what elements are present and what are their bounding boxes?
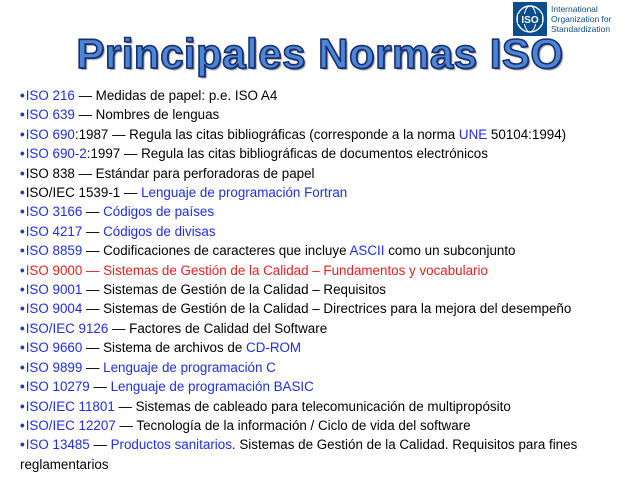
standard-link[interactable]: ISO/IEC 12207 (25, 417, 116, 433)
logo-line-3: Standardization (551, 24, 611, 34)
list-item (20, 164, 632, 183)
standard-link[interactable]: ISO 9001 (25, 282, 83, 298)
list-item (20, 261, 632, 280)
bullet-icon: • (20, 107, 25, 123)
standard-description: — Sistemas de Gestión de la Calidad – Directrices para la mejora del desempeño (82, 301, 572, 317)
inline-link[interactable]: ASCII (349, 243, 385, 259)
bullet-icon: • (20, 243, 25, 259)
list-item (20, 241, 632, 260)
bullet-icon: • (20, 223, 25, 239)
standard-description: — Nombres de lenguas (74, 107, 220, 123)
list-item (20, 144, 632, 163)
standard-link[interactable]: ISO 639 (25, 107, 75, 123)
standard-description: :1997 — Regula las citas bibliográficas de documentos electrónicos (86, 146, 488, 162)
topic-link[interactable]: Lenguaje de programación BASIC (110, 379, 314, 395)
standard-link[interactable]: ISO 10279 (25, 379, 90, 395)
standard-description-tail: 50104:1994) (487, 126, 567, 142)
bullet-icon: • (20, 359, 25, 375)
topic-link[interactable]: Códigos de países (103, 204, 215, 220)
standard-link[interactable]: ISO 8859 (25, 243, 83, 259)
standard-link[interactable]: ISO 690-2 (25, 146, 87, 162)
list-item (20, 183, 632, 202)
standard-link[interactable]: ISO 13485 (25, 437, 90, 453)
standard-description: — Factores de Calidad del Software (108, 320, 328, 336)
standard-description: — Sistemas de Gestión de la Calidad – Requisitos (82, 282, 386, 298)
bullet-icon: • (20, 88, 25, 103)
list-item (20, 222, 632, 241)
logo-line-2: Organization for (551, 14, 612, 24)
bullet-icon: • (20, 185, 25, 201)
standard-description: — Sistemas de cableado para telecomunicación de multipropósito (114, 398, 511, 414)
list-item (20, 358, 632, 377)
standard-description: — (82, 359, 104, 375)
bullet-icon: • (20, 126, 25, 142)
bullet-icon: • (20, 165, 25, 181)
standard-link[interactable]: ISO/IEC 11801 (25, 398, 115, 414)
iso-logo-acronym: ISO (521, 15, 539, 26)
standard-link[interactable]: ISO 9004 (25, 301, 83, 317)
list-item (20, 280, 632, 299)
standard-link[interactable]: ISO 4217 (25, 223, 83, 239)
list-item (20, 125, 632, 144)
inline-link[interactable]: UNE (458, 126, 488, 142)
standard-text: ISO/IEC 1539-1 — (25, 185, 142, 201)
standard-text: ISO 838 — Estándar para perforadoras de papel (25, 165, 315, 181)
topic-link[interactable]: Lenguaje de programación Fortran (141, 185, 348, 201)
standard-link[interactable]: ISO 9660 (25, 340, 83, 356)
standard-link[interactable]: ISO 216 (25, 88, 75, 103)
standard-description-tail: . Sistemas de Gestión de la Calidad. Requisitos para fines reglamentarios (20, 437, 578, 472)
bullet-icon: • (20, 398, 25, 414)
standard-description: — Tecnología de la información / Ciclo de vida del software (115, 417, 471, 433)
page-title: Principales Normas ISO (76, 30, 564, 77)
standard-link[interactable]: ISO 9899 (25, 359, 83, 375)
highlighted-standard: ISO 9000 — Sistemas de Gestión de la Calidad – Fundamentos y vocabulario (25, 262, 488, 278)
list-item (20, 416, 632, 435)
list-item (20, 86, 632, 105)
standard-link[interactable]: ISO 3166 (25, 204, 83, 220)
bullet-icon: • (20, 340, 25, 356)
bullet-icon: • (20, 320, 25, 336)
standard-description: — Medidas de papel: p.e. ISO A4 (74, 88, 278, 103)
standard-description: — (82, 204, 104, 220)
bullet-icon: • (20, 437, 25, 453)
bullet-icon: • (20, 301, 25, 317)
list-item (20, 435, 632, 474)
bullet-icon: • (20, 146, 25, 162)
standard-description-tail: como un subconjunto (384, 243, 516, 259)
list-item (20, 319, 632, 338)
list-item (20, 377, 632, 396)
standard-description: :1987 — Regula las citas bibliográficas (corresponde a la norma (74, 126, 459, 142)
bullet-icon: • (20, 379, 25, 395)
list-item (20, 338, 632, 357)
list-item (20, 299, 632, 318)
bullet-icon: • (20, 282, 25, 298)
list-item (20, 105, 632, 124)
bullet-icon: • (20, 417, 25, 433)
logo-line-1: International (551, 4, 598, 14)
standard-description: — (89, 379, 111, 395)
standard-description: — Codificaciones de caracteres que incluye (82, 243, 350, 259)
standard-description: — Sistema de archivos de (82, 340, 247, 356)
standard-description: — (82, 223, 104, 239)
topic-link[interactable]: Códigos de divisas (103, 223, 216, 239)
list-item (20, 397, 632, 416)
topic-link[interactable]: Lenguaje de programación C (103, 359, 276, 375)
standard-description: — (89, 437, 111, 453)
inline-link[interactable]: CD-ROM (246, 340, 302, 356)
list-item (20, 202, 632, 221)
bullet-icon: • (20, 204, 25, 220)
topic-link[interactable]: Productos sanitarios (110, 437, 232, 453)
standard-link[interactable]: ISO 690 (25, 126, 75, 142)
iso-standards-list (20, 86, 632, 474)
standard-link[interactable]: ISO/IEC 9126 (25, 320, 109, 336)
bullet-icon: • (20, 262, 25, 278)
